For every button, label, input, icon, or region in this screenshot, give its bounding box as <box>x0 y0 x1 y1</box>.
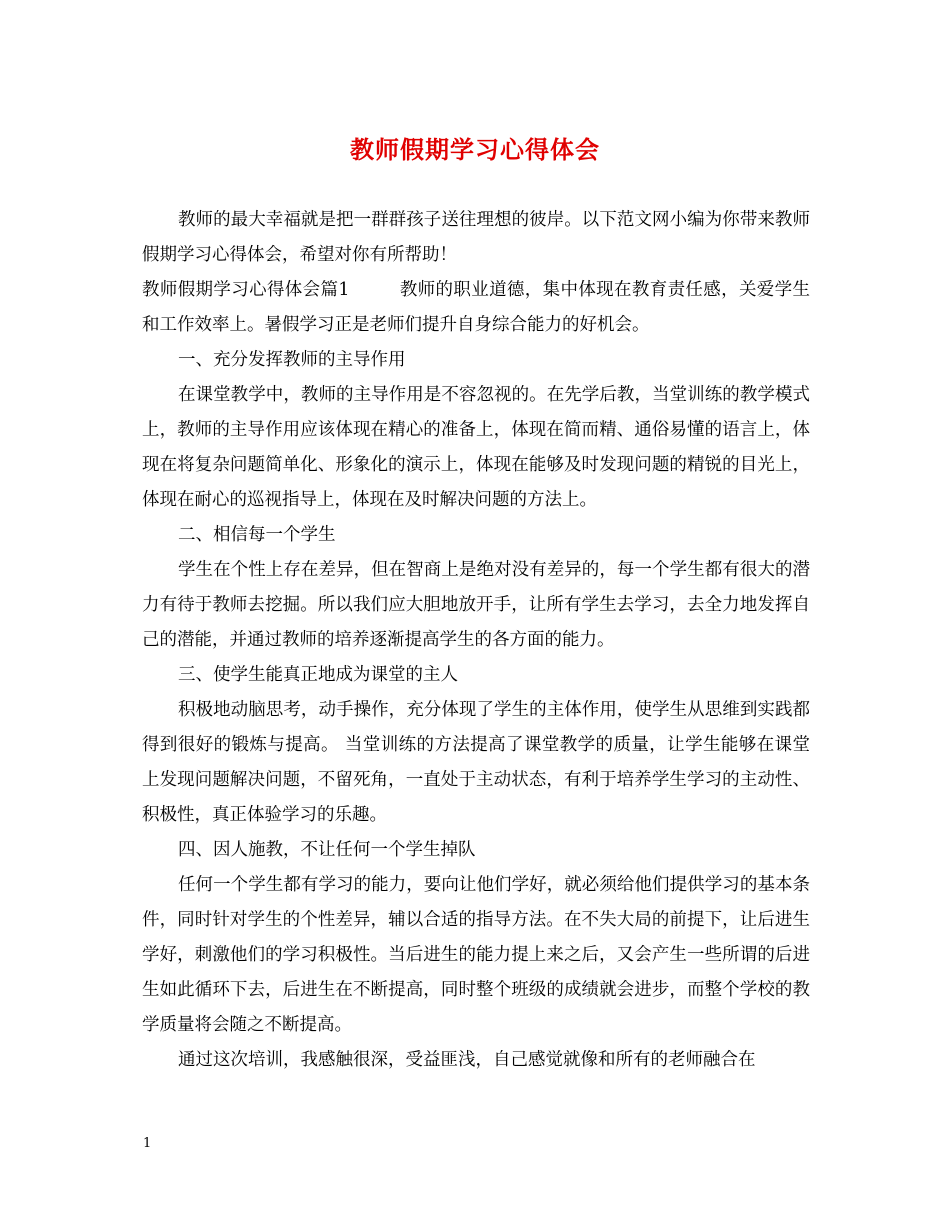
intro-paragraph: 教师的最大幸福就是把一群群孩子送往理想的彼岸。以下范文网小编为你带来教师假期学习心得体会，希望对你有所帮助！ <box>142 210 810 265</box>
closing-paragraph: 通过这次培训，我感触很深，受益匪浅，自己感觉就像和所有的老师融合在 <box>178 1050 756 1070</box>
document-body <box>142 203 810 1078</box>
section-heading: 一、充分发挥教师的主导作用 <box>178 350 406 370</box>
document-title: 教师假期学习心得体会 <box>350 135 600 164</box>
section-heading: 四、因人施教，不让任何一个学生掉队 <box>178 840 476 860</box>
section-heading: 二、相信每一个学生 <box>178 525 336 545</box>
section-heading: 三、使学生能真正地成为课堂的主人 <box>178 665 458 685</box>
article-lead-text: 教师的职业道德，集中体现在教育责任感，关爱学生和工作效率上。暑假学习正是老师们提升自身综合能力的好机会。 <box>142 280 811 335</box>
section-body: 积极地动脑思考，动手操作，充分体现了学生的主体作用，使学生从思维到实践都得到很好的锻炼与提高。 当堂训练的方法提高了课堂教学的质量，让学生能够在课堂上发现问题解决问题，不留死角，一直处于主动状态，有利于培养学生学习的主动性、积极性，真正体验学习的乐趣。 <box>142 700 810 825</box>
section-body: 任何一个学生都有学习的能力，要向让他们学好，就必须给他们提供学习的基本条件，同时针对学生的个性差异，辅以合适的指导方法。在不失大局的前提下，让后进生学好，刺激他们的学习积极性。当后进生的能力提上来之后，又会产生一些所谓的后进生如此循环下去，后进生在不断提高，同时整个班级的成绩就会进步，而整个学校的教学质量将会随之不断提高。 <box>142 875 810 1035</box>
article-lead-paragraph <box>142 273 810 343</box>
section-body: 在课堂教学中，教师的主导作用是不容忽视的。在先学后教，当堂训练的教学模式上，教师的主导作用应该体现在精心的准备上，体现在简而精、通俗易懂的语言上，体现在将复杂问题简单化、形象化的演示上，体现在能够及时发现问题的精锐的目光上，体现在耐心的巡视指导上，体现在及时解决问题的方法上。 <box>142 385 810 510</box>
section-body: 学生在个性上存在差异，但在智商上是绝对没有差异的，每一个学生都有很大的潜力有待于教师去挖掘。所以我们应大胆地放开手，让所有学生去学习，去全力地发挥自己的潜能，并通过教师的培养逐渐提高学生的各方面的能力。 <box>142 560 810 650</box>
page-number: 1 <box>143 1136 152 1151</box>
article-label: 教师假期学习心得体会篇1 <box>142 280 350 300</box>
